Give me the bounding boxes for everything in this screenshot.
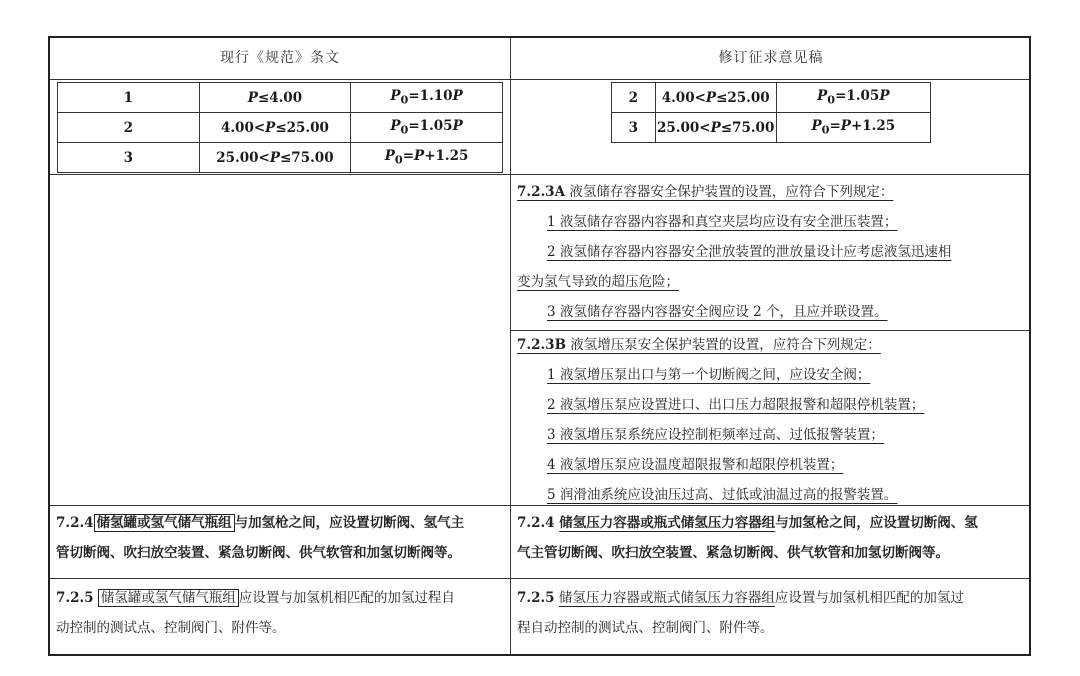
pressure-table-current (57, 82, 503, 173)
row-divider (50, 79, 1029, 80)
section-number: 7.2.5 (517, 590, 555, 606)
header-revision-draft: 修订征求意见稿 (718, 50, 824, 66)
pressure-range-cell: 25.00<P≤75.00 (199, 143, 350, 173)
section-number: 7.2.4 (517, 515, 555, 531)
clause-text: 与加氢枪之间，应设置切断阀、氢气主 (234, 515, 465, 531)
pressure-table-row (58, 113, 503, 143)
section-7-2-4-current (56, 508, 506, 568)
clause-item: 2 液氢储存容器内容器安全泄放装置的泄放量设计应考虑液氢迅速相 (547, 244, 952, 260)
clause-text: 动控制的测试点、控制阀门、附件等。 (56, 620, 286, 636)
relief-pressure-cell: $P_0=P+1.25$ (776, 113, 930, 143)
clause-text: 应设置与加氢机相匹配的加氢过 (774, 590, 964, 606)
section-title: 液氢储存容器安全保护装置的设置，应符合下列规定： (565, 184, 894, 200)
clause-item: 1 液氢增压泵出口与第一个切断阀之间，应设安全阀； (547, 367, 871, 383)
section-number: 7.2.4 (56, 515, 94, 531)
clause-text: 气主管切断阀、吹扫放空装置、紧急切断阀、供气软管和加氢切断阀等。 (517, 545, 949, 561)
row-divider (50, 578, 1029, 579)
clause-text: 与加氢枪之间，应设置切断阀、氢 (775, 515, 978, 531)
boxed-term: 储氢罐或氢气储气瓶组 (98, 589, 239, 607)
clause-item: 1 液氢储存容器内容器和真空夹层均应设有安全泄压装置； (547, 214, 898, 230)
section-7-2-5-current (56, 583, 506, 643)
pressure-range-cell: 4.00<P≤25.00 (655, 83, 776, 113)
section-7-2-3a (517, 177, 1027, 327)
section-7-2-3b (517, 330, 1027, 510)
pressure-table-row (58, 83, 503, 113)
row-divider (50, 174, 1029, 175)
clause-item: 3 液氢储存容器内容器安全阀应设 2 个，且应并联设置。 (547, 304, 888, 320)
grade-cell: 2 (58, 113, 200, 143)
clause-text: 应设置与加氢机相匹配的加氢过程自 (238, 590, 455, 606)
clause-item-continued: 变为氢气导致的超压危险； (517, 274, 679, 290)
underlined-term: 储氢压力容器或瓶式储氢压力容器组 (558, 590, 775, 606)
pressure-table-row (612, 113, 931, 143)
section-number: 7.2.3B (517, 337, 566, 353)
section-7-2-4-revision (517, 508, 1027, 568)
pressure-table-row (58, 143, 503, 173)
clause-item: 4 液氢增压泵应设温度超限报警和超限停机装置； (547, 457, 844, 473)
section-title: 液氢增压泵安全保护装置的设置，应符合下列规定： (566, 337, 881, 353)
pressure-table-row (612, 83, 931, 113)
section-7-2-5-revision (517, 583, 1027, 643)
relief-pressure-cell: $P_0=1.10P$ (351, 83, 503, 113)
boxed-term: 储氢罐或氢气储气瓶组 (94, 514, 235, 532)
grade-cell: 2 (612, 83, 656, 113)
pressure-table-revision (611, 82, 931, 143)
comparison-table (48, 36, 1031, 656)
grade-cell: 3 (58, 143, 200, 173)
underlined-term: 储氢压力容器或瓶式储氢压力容器组 (559, 515, 776, 531)
clause-text: 管切断阀、吹扫放空装置、紧急切断阀、供气软管和加氢切断阀等。 (56, 545, 461, 561)
section-number: 7.2.3A (517, 184, 566, 200)
relief-pressure-cell: $P_0=1.05P$ (776, 83, 930, 113)
grade-cell: 3 (612, 113, 656, 143)
pressure-range-cell: 25.00<P≤75.00 (655, 113, 776, 143)
clause-item: 3 液氢增压泵系统应设控制柜频率过高、过低报警装置； (547, 427, 884, 443)
section-number: 7.2.5 (56, 590, 94, 606)
grade-cell: 1 (58, 83, 200, 113)
relief-pressure-cell: $P_0=P+1.25$ (351, 143, 503, 173)
clause-text: 程自动控制的测试点、控制阀门、附件等。 (517, 620, 774, 636)
column-divider (510, 38, 511, 654)
pressure-range-cell: 4.00<P≤25.00 (199, 113, 350, 143)
clause-item: 2 液氢增压泵应设置进口、出口压力超限报警和超限停机装置； (547, 397, 925, 413)
clause-item: 5 润滑油系统应设油压过高、过低或油温过高的报警装置。 (547, 487, 898, 503)
header-current-spec: 现行《规范》条文 (220, 50, 340, 66)
pressure-range-cell: P≤4.00 (199, 83, 350, 113)
relief-pressure-cell: $P_0=1.05P$ (351, 113, 503, 143)
